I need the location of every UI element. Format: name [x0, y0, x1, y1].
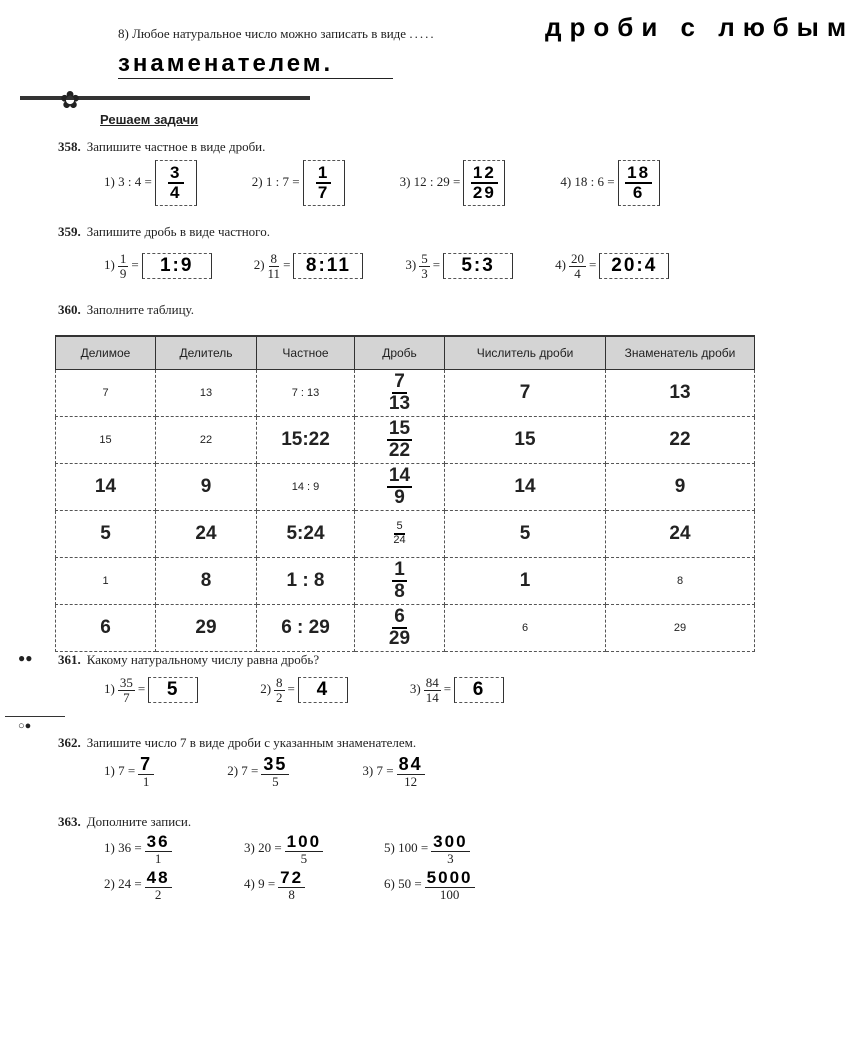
- task-359-item: 1) $\frac{1}{9}$ = 1:9: [104, 252, 212, 280]
- cell-denominator: 24: [606, 511, 755, 558]
- cell-divisor: 13: [156, 370, 257, 417]
- task-362-item: 2) 7 = $\frac{35}{5}$: [227, 754, 288, 789]
- header-denominator: Знаменатель дроби: [606, 336, 755, 370]
- difficulty-marker-icon: ○●: [18, 720, 32, 732]
- cell-numerator: 14: [445, 464, 606, 511]
- cell-quotient: 15:22: [257, 417, 355, 464]
- cell-quotient: 7 : 13: [257, 370, 355, 417]
- fraction: $\frac{6}{29}$: [388, 606, 411, 649]
- statement-8: 8) Любое натуральное число можно записать в виде .....: [118, 26, 436, 41]
- fraction: $\frac{7}{13}$: [388, 371, 411, 414]
- table-row: [56, 417, 755, 464]
- cell-quotient: 6 : 29: [257, 605, 355, 652]
- task-362-item: 1) 7 = $\frac{7}{1}$: [104, 754, 153, 789]
- task-359-item: 3) $\frac{5}{3}$ = 5:3: [405, 252, 513, 280]
- cell-numerator: 5: [445, 511, 606, 558]
- fraction: $\frac{15}{22}$: [388, 418, 411, 461]
- cell-dividend: 14: [56, 464, 156, 511]
- cell-numerator: 15: [445, 417, 606, 464]
- task-359-heading: 359. Запишите дробь в виде частного.: [58, 224, 270, 239]
- header-numerator: Числитель дроби: [445, 336, 606, 370]
- task-363-item: 4) 9 = $\frac{72}{8}$: [244, 868, 304, 903]
- task-361-items: [104, 676, 504, 704]
- header-quotient: Частное: [257, 336, 355, 370]
- cell-fraction: [355, 605, 445, 652]
- cell-fraction: [355, 370, 445, 417]
- cell-fraction: [355, 558, 445, 605]
- table-row: [56, 511, 755, 558]
- bee-icon: ✿: [60, 88, 81, 114]
- cell-dividend: 7: [56, 370, 156, 417]
- cell-quotient: 14 : 9: [257, 464, 355, 511]
- task-363-item: 5) 100 = $\frac{300}{3}$: [384, 832, 468, 866]
- table-header-row: [56, 336, 755, 370]
- task-361-heading: 361. Какому натуральному числу равна дробь?: [58, 652, 320, 667]
- cell-numerator: 7: [445, 370, 606, 417]
- task-362-heading: 362. Запишите число 7 в виде дроби с указанным знаменателем.: [58, 735, 417, 750]
- task-362-item: 3) 7 = $\frac{84}{12}$: [362, 754, 423, 789]
- task-359-items: [104, 252, 669, 280]
- cell-quotient: 1 : 8: [257, 558, 355, 605]
- handwritten-answer-line2: знаменателем.: [118, 50, 393, 79]
- table-row: [56, 558, 755, 605]
- cell-numerator: 1: [445, 558, 606, 605]
- header-dividend: Делимое: [56, 336, 156, 370]
- cell-fraction: [355, 417, 445, 464]
- divider: [5, 716, 65, 717]
- cell-numerator: 6: [445, 605, 606, 652]
- task-363-item: 6) 50 = $\frac{5000}{100}$: [384, 868, 473, 903]
- task-359-item: 4) $\frac{20}{4}$ = 20:4: [555, 252, 669, 280]
- fraction-table: [55, 335, 755, 652]
- statement-text: 8) Любое натуральное число можно записать в виде: [118, 26, 407, 41]
- cell-divisor: 29: [156, 605, 257, 652]
- difficulty-marker-icon: ●●: [18, 651, 33, 665]
- task-358-heading: 358. Запишите частное в виде дроби.: [58, 139, 266, 154]
- cell-fraction: [355, 511, 445, 558]
- cell-dividend: 1: [56, 558, 156, 605]
- task-363-item: 1) 36 = $\frac{36}{1}$: [104, 832, 170, 866]
- task-361-item: 2) $\frac{8}{2}$ = 4: [260, 676, 348, 704]
- table-row: [56, 370, 755, 417]
- header-divisor: Делитель: [156, 336, 257, 370]
- header-fraction: Дробь: [355, 336, 445, 370]
- cell-denominator: 9: [606, 464, 755, 511]
- task-360-heading: 360. Заполните таблицу.: [58, 302, 194, 317]
- table-row: [56, 464, 755, 511]
- cell-quotient: 5:24: [257, 511, 355, 558]
- task-363-heading: 363. Дополните записи.: [58, 814, 192, 829]
- task-363-items: [104, 833, 544, 902]
- task-361-item: 1) $\frac{35}{7}$ = 5: [104, 676, 198, 704]
- task-362-items: [104, 755, 428, 789]
- task-358-item: 4) 18 : 6 = $\frac{18}{6}$: [560, 160, 659, 206]
- fraction: $\frac{1}{8}$: [394, 559, 405, 602]
- cell-denominator: 13: [606, 370, 755, 417]
- cell-dividend: 15: [56, 417, 156, 464]
- task-359-item: 2) $\frac{8}{11}$ = 8:11: [254, 252, 364, 280]
- cell-fraction: [355, 464, 445, 511]
- task-363-item: 2) 24 = $\frac{48}{2}$: [104, 868, 170, 903]
- cell-denominator: 29: [606, 605, 755, 652]
- handwritten-answer-line1: дроби с любым: [545, 12, 855, 42]
- task-358-item: 3) 12 : 29 = $\frac{12}{29}$: [400, 160, 506, 206]
- table-row: [56, 605, 755, 652]
- cell-divisor: 9: [156, 464, 257, 511]
- task-358-item: 1) 3 : 4 = $\frac{3}{4}$: [104, 160, 197, 206]
- task-361-item: 3) $\frac{84}{14}$ = 6: [410, 676, 504, 704]
- cell-divisor: 24: [156, 511, 257, 558]
- cell-dividend: 6: [56, 605, 156, 652]
- cell-denominator: 22: [606, 417, 755, 464]
- section-title: Решаем задачи: [100, 112, 199, 127]
- cell-dividend: 5: [56, 511, 156, 558]
- task-358-items: [104, 160, 660, 206]
- cell-denominator: 8: [606, 558, 755, 605]
- task-363-item: 3) 20 = $\frac{100}{5}$: [244, 832, 322, 866]
- cell-divisor: 8: [156, 558, 257, 605]
- fraction: $\frac{14}{9}$: [388, 465, 411, 508]
- task-358-item: 2) 1 : 7 = $\frac{1}{7}$: [252, 160, 345, 206]
- fraction: $\frac{5}{24}$: [393, 520, 406, 546]
- cell-divisor: 22: [156, 417, 257, 464]
